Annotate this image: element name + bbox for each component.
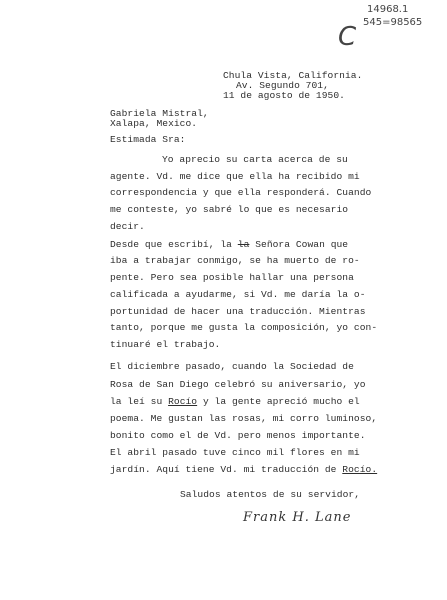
salutation: Estimada Sra: — [110, 134, 186, 145]
header-line-1: Chula Vista, California. — [223, 70, 363, 81]
p3-line-3-end: y la gente apreció mucho el — [202, 396, 360, 407]
struck-word: la — [237, 239, 250, 250]
archive-mark: C — [338, 22, 357, 52]
p2-line-1-end: Señora Cowan que — [255, 239, 349, 250]
recipient-name: Gabriela Mistral, — [110, 108, 209, 119]
p1-line-4: me conteste, yo sabré lo que es necesario — [110, 204, 349, 215]
signature: Frank H. Lane — [243, 510, 352, 525]
p2-line-3: pente. Pero sea posible hallar una persona — [110, 272, 354, 283]
p3-line-6: El abril pasado tuve cinco mil flores en mi — [110, 447, 360, 458]
poem-title-rocio: Rocío — [168, 396, 198, 407]
translation-title-rocio: Rocío. — [342, 464, 378, 475]
p2-line-1-start: Desde que escribí, la — [110, 239, 232, 250]
p2-line-7: tinuaré el trabajo. — [110, 339, 221, 350]
p2-line-5: portunidad de hacer una traducción. Mientras — [110, 306, 366, 317]
header-date: 11 de agosto de 1950. — [223, 90, 345, 101]
p3-line-1: El diciembre pasado, cuando la Sociedad de — [110, 361, 354, 372]
recipient-place: Xalapa, Mexico. — [110, 118, 198, 129]
p1-line-1: Yo aprecio su carta acerca de su — [162, 154, 348, 165]
p1-line-2: agente. Vd. me dice que ella ha recibido mi — [110, 171, 360, 182]
p3-line-3-start: la leí su — [110, 396, 163, 407]
p3-line-3 — [110, 396, 360, 407]
p3-line-4: poema. Me gustan las rosas, mi corro luminoso, — [110, 413, 378, 424]
p3-line-2: Rosa de San Diego celebró su aniversario, yo — [110, 379, 366, 390]
p2-line-2: iba a trabajar conmigo, se ha muerto de ro- — [110, 255, 360, 266]
p3-line-7-start: jardín. Aquí tiene Vd. mi traducción de — [110, 464, 337, 475]
archive-number-2: 545=98565 — [363, 17, 423, 28]
archive-number-1: 14968.1 — [367, 4, 409, 15]
p1-line-5: decir. — [110, 221, 145, 232]
p2-line-1 — [110, 239, 348, 250]
closing: Saludos atentos de su servidor, — [180, 489, 361, 500]
p2-line-4: calificada a ayudarme, si Vd. me daría la o- — [110, 289, 366, 300]
header-line-2: Av. Segundo 701, — [236, 80, 329, 91]
p3-line-5: bonito como el de Vd. pero menos importante. — [110, 430, 366, 441]
p1-line-3: correspondencia y que ella responderá. Cuando — [110, 187, 372, 198]
p2-line-6: tanto, porque me gusta la composición, yo con- — [110, 322, 378, 333]
p3-line-7 — [110, 464, 377, 475]
